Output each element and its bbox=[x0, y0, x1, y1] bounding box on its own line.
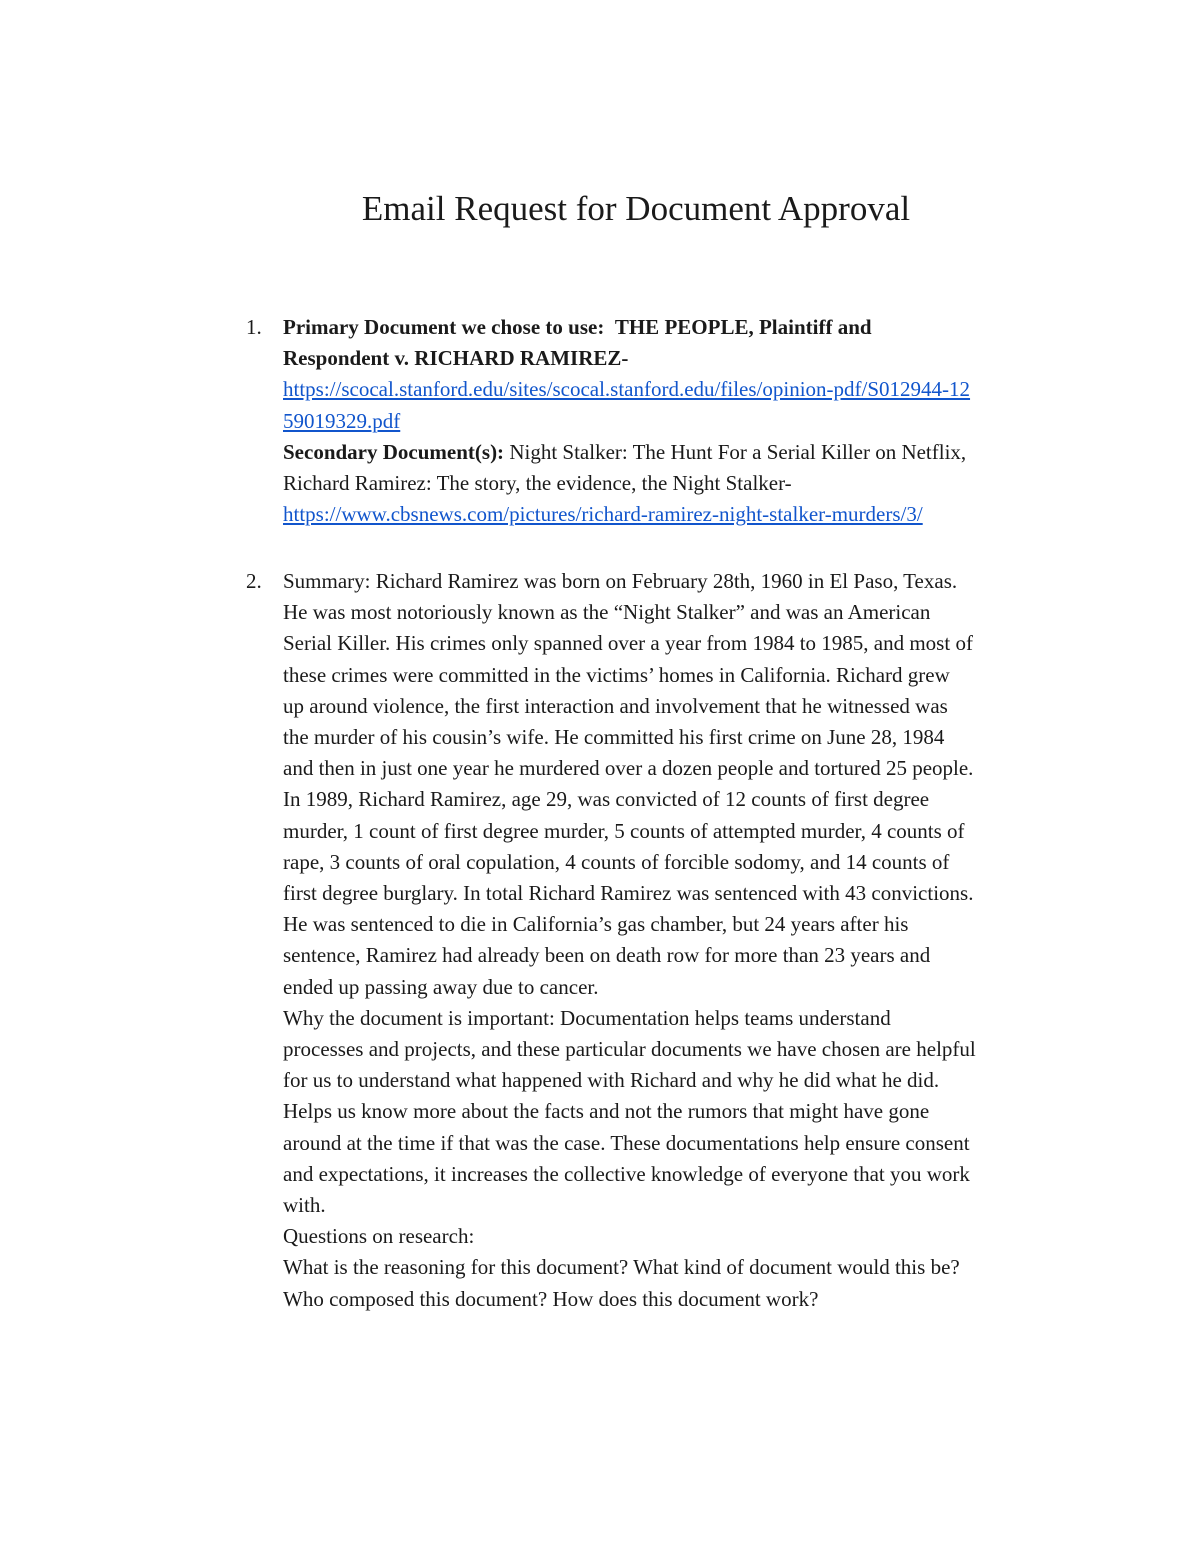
primary-document-label: Primary Document we chose to use: bbox=[283, 315, 605, 339]
summary-text-line: and then in just one year he murdered over a dozen people and tortured 25 people. bbox=[283, 756, 974, 781]
secondary-document-line bbox=[283, 437, 1083, 468]
secondary-document-link[interactable]: https://www.cbsnews.com/pictures/richard-ramirez-night-stalker-murders/3/ bbox=[283, 502, 923, 527]
summary-text-line: What is the reasoning for this document? What kind of document would this be? bbox=[283, 1255, 960, 1280]
primary-document-link-cont[interactable]: 59019329.pdf bbox=[283, 408, 401, 433]
summary-text-line: ended up passing away due to cancer. bbox=[283, 974, 599, 999]
list-item-body bbox=[283, 312, 1083, 530]
summary-text-line: He was most notoriously known as the “Night Stalker” and was an American bbox=[283, 600, 931, 625]
secondary-document-line-2: Richard Ramirez: The story, the evidence, the Night Stalker- bbox=[283, 471, 792, 496]
list-item-number: 1. bbox=[246, 315, 262, 339]
primary-document-url-line bbox=[283, 374, 1083, 405]
summary-text-line: and expectations, it increases the collective knowledge of everyone that you work bbox=[283, 1161, 970, 1186]
primary-document-link[interactable]: https://scocal.stanford.edu/sites/scocal.stanford.edu/files/opinion-pdf/S012944-12 bbox=[283, 377, 971, 402]
primary-document-line bbox=[283, 312, 1083, 343]
summary-text-line: Helps us know more about the facts and not the rumors that might have gone bbox=[283, 1099, 930, 1124]
list-item-number: 2. bbox=[246, 569, 262, 593]
summary-text-line: around at the time if that was the case. These documentations help ensure consent bbox=[283, 1130, 970, 1155]
summary-text-line: Who composed this document? How does this document work? bbox=[283, 1286, 819, 1311]
summary-text-line: Questions on research: bbox=[283, 1224, 475, 1249]
secondary-document-text: Night Stalker: The Hunt For a Serial Killer on Netflix, bbox=[504, 439, 967, 464]
primary-document-title-cont bbox=[283, 343, 1083, 374]
summary-text-line: with. bbox=[283, 1193, 326, 1218]
summary-text-line: He was sentenced to die in California’s gas chamber, but 24 years after his bbox=[283, 912, 909, 937]
summary-text-line: Summary: Richard Ramirez was born on February 28th, 1960 in El Paso, Texas. bbox=[283, 569, 958, 593]
primary-document-title-line2: Respondent v. RICHARD RAMIREZ- bbox=[283, 346, 629, 371]
summary-text-line: Why the document is important: Documentation helps teams understand bbox=[283, 1005, 891, 1030]
document-title: Email Request for Document Approval bbox=[361, 189, 911, 228]
summary-text-line: for us to understand what happened with Richard and why he did what he did. bbox=[283, 1068, 940, 1093]
summary-text-line: these crimes were committed in the victims’ homes in California. Richard grew bbox=[283, 662, 950, 687]
summary-text-line: processes and projects, and these particular documents we have chosen are helpful bbox=[283, 1037, 976, 1062]
secondary-document-url-line bbox=[283, 499, 1083, 530]
primary-document-url-line-2 bbox=[283, 406, 1083, 437]
summary-paragraph bbox=[283, 566, 1083, 1315]
summary-text-line: rape, 3 counts of oral copulation, 4 counts of forcible sodomy, and 14 counts of bbox=[283, 849, 950, 874]
summary-text-line: Serial Killer. His crimes only spanned over a year from 1984 to 1985, and most of bbox=[283, 631, 973, 656]
summary-text-line: sentence, Ramirez had already been on death row for more than 23 years and bbox=[283, 943, 931, 968]
primary-document-title: THE PEOPLE, Plaintiff and bbox=[614, 315, 872, 339]
summary-text-line: murder, 1 count of first degree murder, 5 counts of attempted murder, 4 counts of bbox=[283, 818, 965, 843]
summary-text-line: the murder of his cousin’s wife. He committed his first crime on June 28, 1984 bbox=[283, 725, 945, 750]
summary-text-line: first degree burglary. In total Richard Ramirez was sentenced with 43 convictions. bbox=[283, 881, 974, 906]
summary-text-line: up around violence, the first interaction and involvement that he witnessed was bbox=[283, 693, 948, 718]
secondary-document-label: Secondary Document(s): bbox=[283, 439, 505, 464]
summary-text-line: In 1989, Richard Ramirez, age 29, was convicted of 12 counts of first degree bbox=[283, 787, 930, 812]
